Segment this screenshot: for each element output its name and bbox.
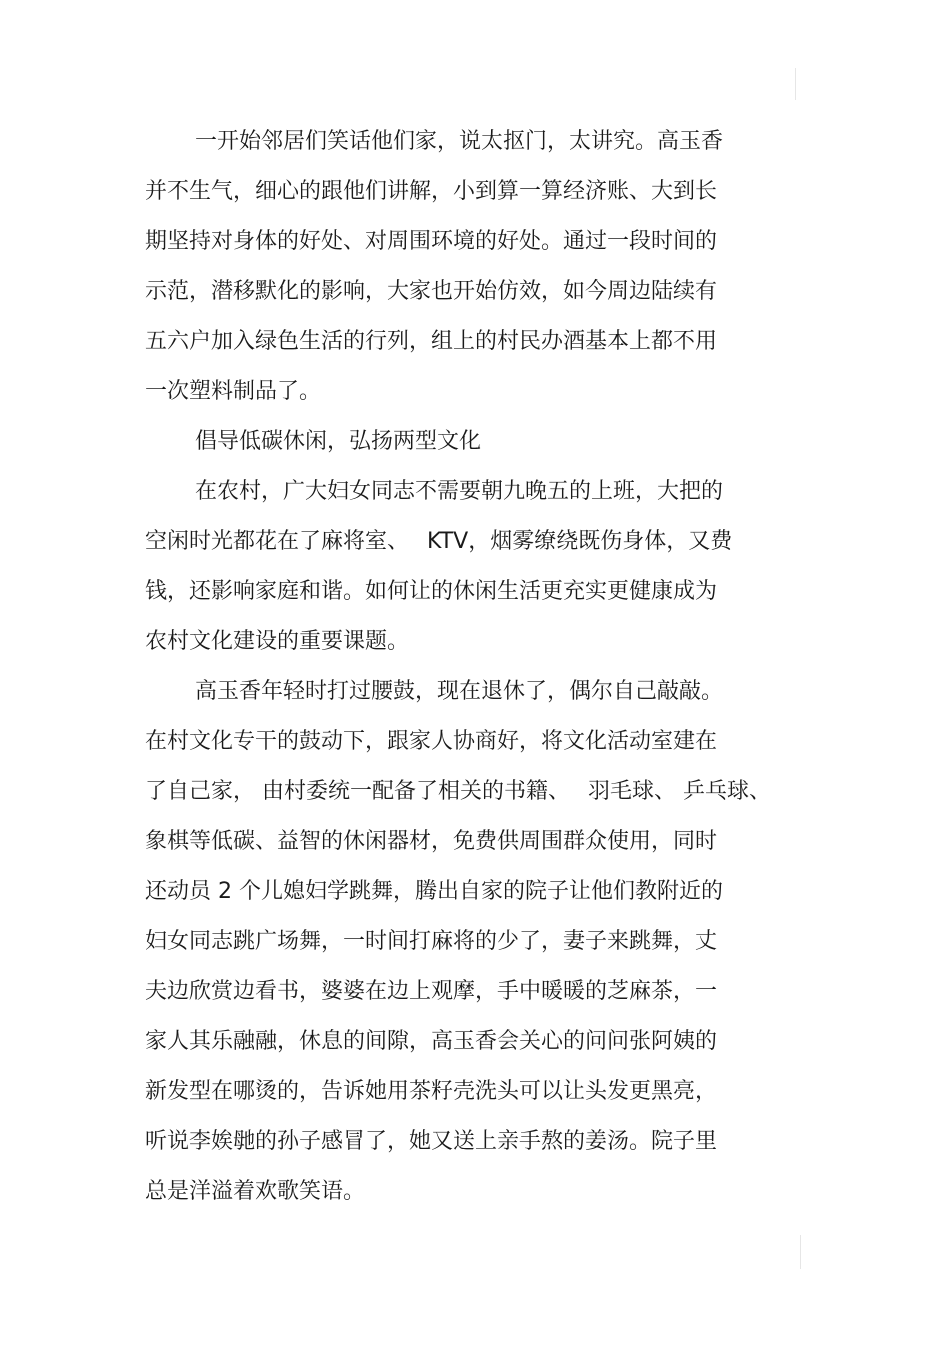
paragraph-line: 一次塑料制品了。 (145, 379, 322, 404)
paragraph-line: 听说李娭毑的孙子感冒了，她又送上亲手熬的姜汤。院子里 (145, 1129, 718, 1154)
paragraph-line: 钱，还影响家庭和谐。如何让的休闲生活更充实更健康成为 (145, 579, 718, 604)
page-edge-mark-bottom (800, 1235, 801, 1269)
paragraph-line: 还动员 2 个儿媳妇学跳舞，腾出自家的院子让他们教附近的 (145, 879, 723, 904)
paragraph-line: 妇女同志跳广场舞，一时间打麻将的少了，妻子来跳舞，丈 (145, 929, 718, 954)
page-edge-mark-top (795, 68, 796, 100)
paragraph-line: 夫边欣赏边看书，婆婆在边上观摩，手中暖暖的芝麻茶，一 (145, 979, 718, 1004)
paragraph-line: 期坚持对身体的好处、对周围环境的好处。通过一段时间的 (145, 229, 718, 254)
paragraph-line: 一开始邻居们笑话他们家，说太抠门，太讲究。高玉香 (195, 129, 724, 154)
paragraph-line: 在村文化专干的鼓动下，跟家人协商好，将文化活动室建在 (145, 729, 718, 754)
paragraph-line: 高玉香年轻时打过腰鼓，现在退休了，偶尔自己敲敲。 (195, 679, 724, 704)
paragraph-line: 了自己家， 由村委统一配备了相关的书籍、 羽毛球、 乒乓球、 (145, 779, 771, 804)
paragraph-line: 新发型在哪烫的，告诉她用茶籽壳洗头可以让头发更黑亮， (145, 1079, 718, 1104)
paragraph-line: 五六户加入绿色生活的行列，组上的村民办酒基本上都不用 (145, 329, 718, 354)
paragraph-line: 并不生气，细心的跟他们讲解，小到算一算经济账、大到长 (145, 179, 718, 204)
paragraph-line: 空闲时光都花在了麻将室、 KTV，烟雾缭绕既伤身体，又费 (145, 529, 733, 554)
paragraph-line: 农村文化建设的重要课题。 (145, 629, 410, 654)
paragraph-line: 家人其乐融融，休息的间隙，高玉香会关心的问问张阿姨的 (145, 1029, 718, 1054)
paragraph-line: 象棋等低碳、益智的休闲器材，免费供周围群众使用，同时 (145, 829, 718, 854)
section-heading: 倡导低碳休闲，弘扬两型文化 (195, 429, 482, 454)
paragraph-line: 在农村，广大妇女同志不需要朝九晚五的上班，大把的 (195, 479, 724, 504)
paragraph-line: 总是洋溢着欢歌笑语。 (145, 1179, 366, 1204)
paragraph-line: 示范，潜移默化的影响，大家也开始仿效，如今周边陆续有 (145, 279, 718, 304)
